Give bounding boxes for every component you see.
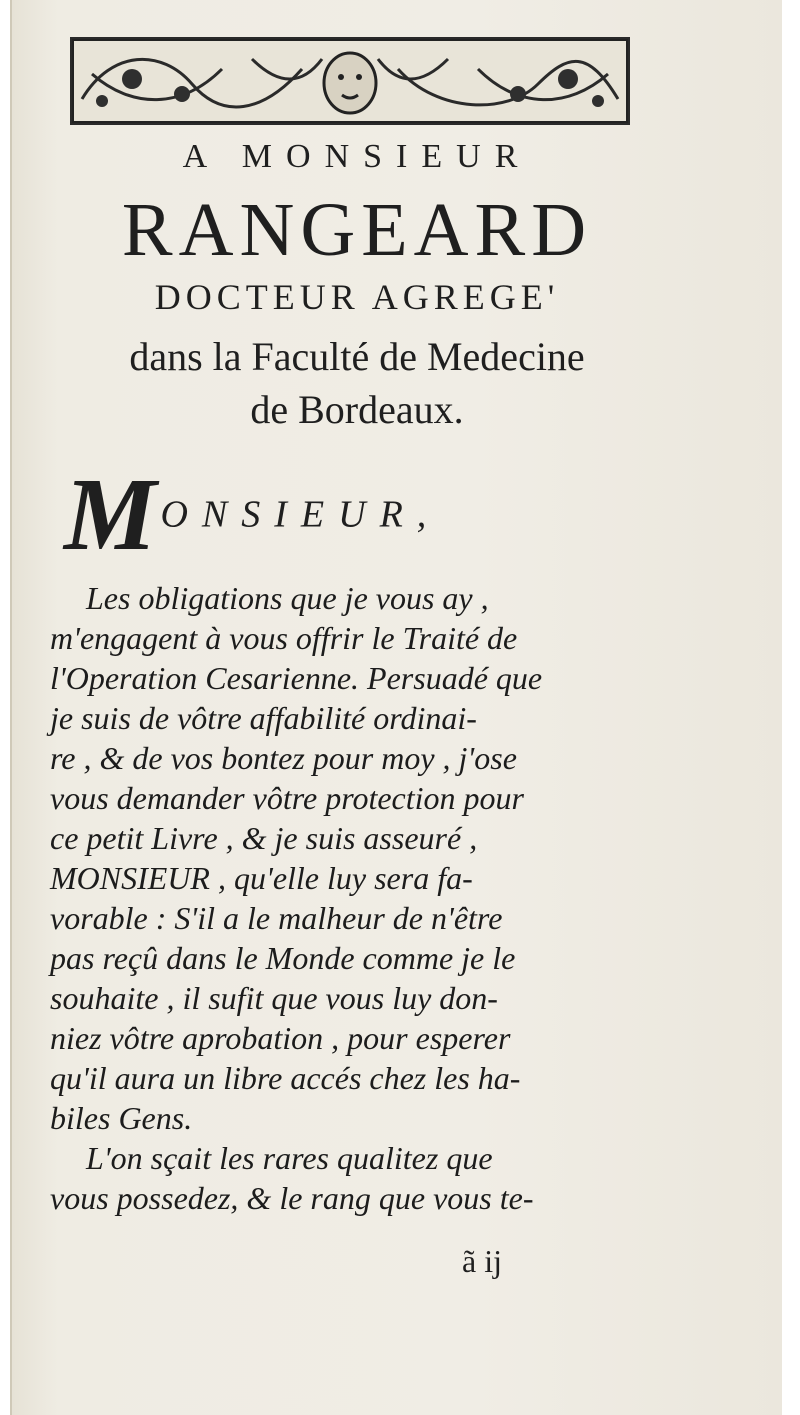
text-line: vous possedez, & le rang que vous te-: [50, 1180, 534, 1216]
text-line: qu'il aura un libre accés chez les ha-: [50, 1060, 521, 1096]
text-line: ce petit Livre , & je suis asseuré ,: [50, 820, 478, 856]
text-line: re , & de vos bontez pour moy , j'ose: [50, 740, 517, 776]
salutation: [64, 455, 440, 574]
title-line-1: DOCTEUR AGREGE': [154, 277, 560, 317]
salutation-rest: ONSIEUR,: [160, 493, 441, 536]
text-line: biles Gens.: [50, 1100, 193, 1136]
title-line-3: de Bordeaux.: [250, 387, 464, 432]
text-line: Les obligations que je vous ay ,: [86, 580, 489, 616]
text-line: m'engagent à vous offrir le Traité de: [50, 620, 518, 656]
book-page: [10, 0, 782, 1415]
text-line: vorable : S'il a le malheur de n'être: [50, 900, 503, 936]
title-line-2: dans la Faculté de Medecine: [129, 334, 585, 379]
text-line: souhaite , il sufit que vous luy don-: [50, 980, 498, 1016]
text-line: pas reçû dans le Monde comme je le: [50, 940, 516, 976]
salutation-initial: M: [64, 457, 157, 572]
text-line: je suis de vôtre affabilité ordinai-: [50, 700, 477, 736]
text-line: L'on sçait les rares qualitez que: [86, 1140, 493, 1176]
dedication-line: A MONSIEUR: [182, 138, 532, 175]
decorative-headpiece-ornament: [70, 37, 630, 125]
paragraph-2: [50, 1138, 630, 1218]
paragraph-1: [50, 578, 630, 1138]
text-line: MONSIEUR , qu'elle luy sera fa-: [50, 860, 473, 896]
dedicatee-name: RANGEARD: [121, 188, 593, 272]
text-line: niez vôtre aprobation , pour esperer: [50, 1020, 511, 1056]
signature-mark: ã ij: [462, 1243, 502, 1279]
text-line: l'Operation Cesarienne. Persuadé que: [50, 660, 543, 696]
text-line: vous demander vôtre protection pour: [50, 780, 524, 816]
letter-body: [50, 578, 630, 1218]
